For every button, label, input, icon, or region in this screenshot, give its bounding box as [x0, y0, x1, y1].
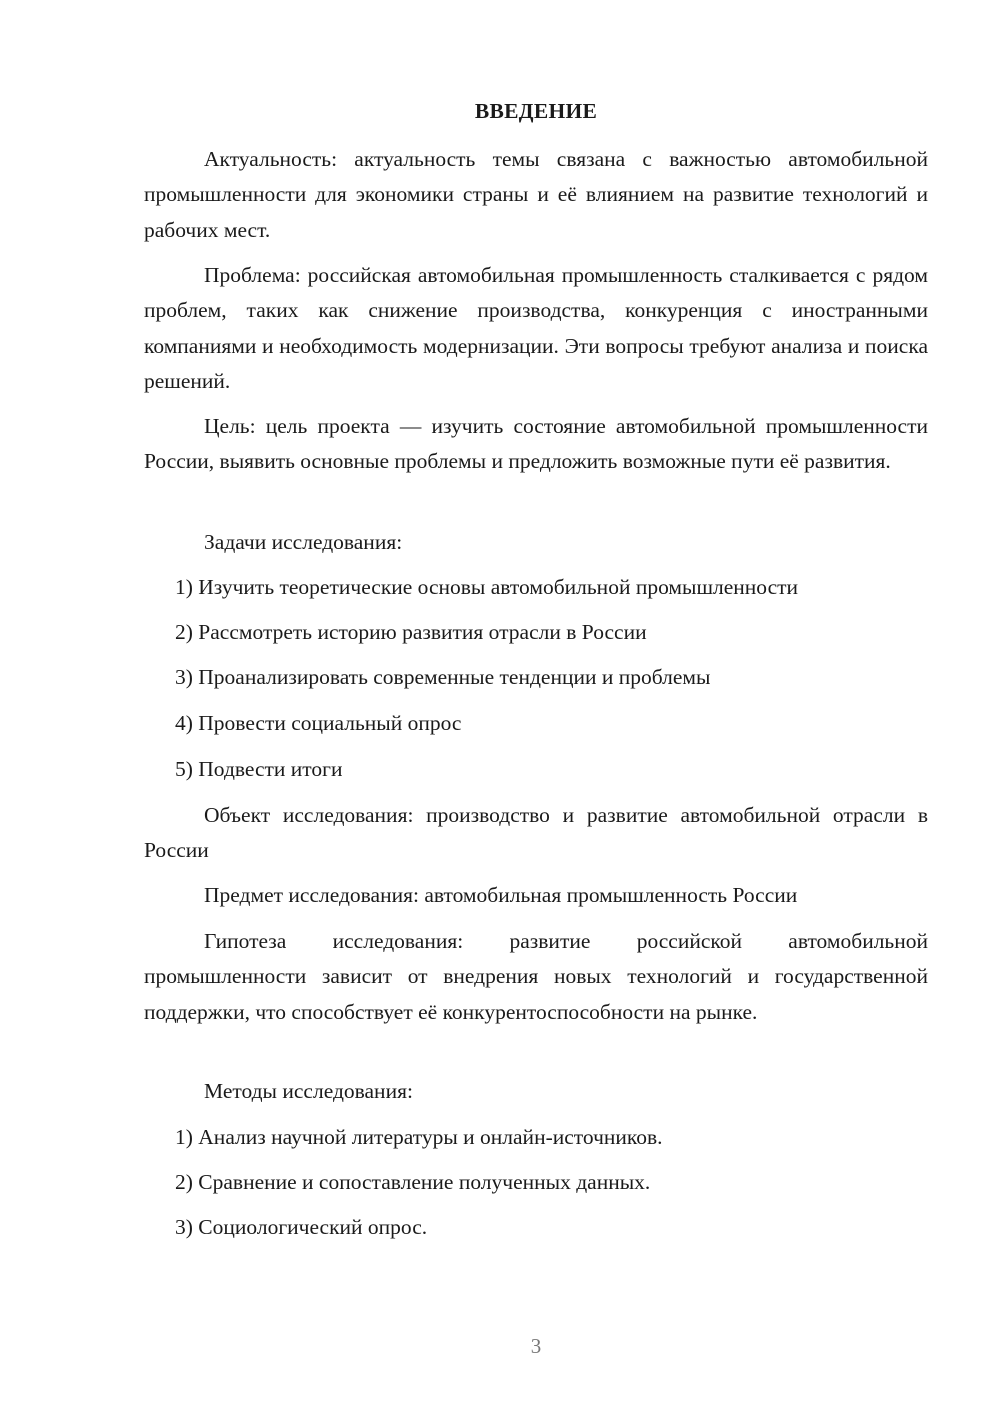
paragraph-object: Объект исследования: производство и развитие автомобильной отрасли в России	[144, 803, 928, 863]
paragraph-hypothesis: Гипотеза исследования: развитие российской автомобильной промышленности зависит от внедрения новых технологий и государственной поддержки, что способствует её конкурентоспособности на рынке.	[144, 929, 928, 1024]
list-item-task-2: 2) Рассмотреть историю развития отрасли в России	[175, 620, 647, 644]
list-item-method-3: 3) Социологический опрос.	[175, 1215, 428, 1239]
list-item-method-1: 1) Анализ научной литературы и онлайн-источников.	[175, 1125, 663, 1149]
list-item-task-5: 5) Подвести итоги	[175, 757, 343, 781]
paragraph-subject: Предмет исследования: автомобильная промышленность России	[204, 883, 798, 907]
paragraph-goal: Цель: цель проекта — изучить состояние автомобильной промышленности России, выявить основные проблемы и предложить возможные пути её развития.	[144, 414, 928, 474]
paragraph-problem: Проблема: российская автомобильная промышленность сталкивается с рядом проблем, таких как снижение производства, конкуренция с иностранными компаниями и необходимость модернизации. Эти вопросы требуют анализа и поиска решений.	[144, 263, 928, 393]
list-item-task-4: 4) Провести социальный опрос	[175, 711, 462, 735]
list-item-task-3: 3) Проанализировать современные тенденции и проблемы	[175, 665, 711, 689]
list-item-method-2: 2) Сравнение и сопоставление полученных данных.	[175, 1170, 651, 1194]
page-number: 3	[530, 1334, 542, 1358]
tasks-heading: Задачи исследования:	[204, 530, 403, 554]
list-item-task-1: 1) Изучить теоретические основы автомобильной промышленности	[175, 575, 799, 599]
paragraph-relevance: Актуальность: актуальность темы связана с важностью автомобильной промышленности для экономики страны и её влиянием на развитие технологий и рабочих мест.	[144, 147, 928, 242]
methods-heading: Методы исследования:	[204, 1079, 413, 1103]
page-title: ВВЕДЕНИЕ	[474, 99, 598, 123]
